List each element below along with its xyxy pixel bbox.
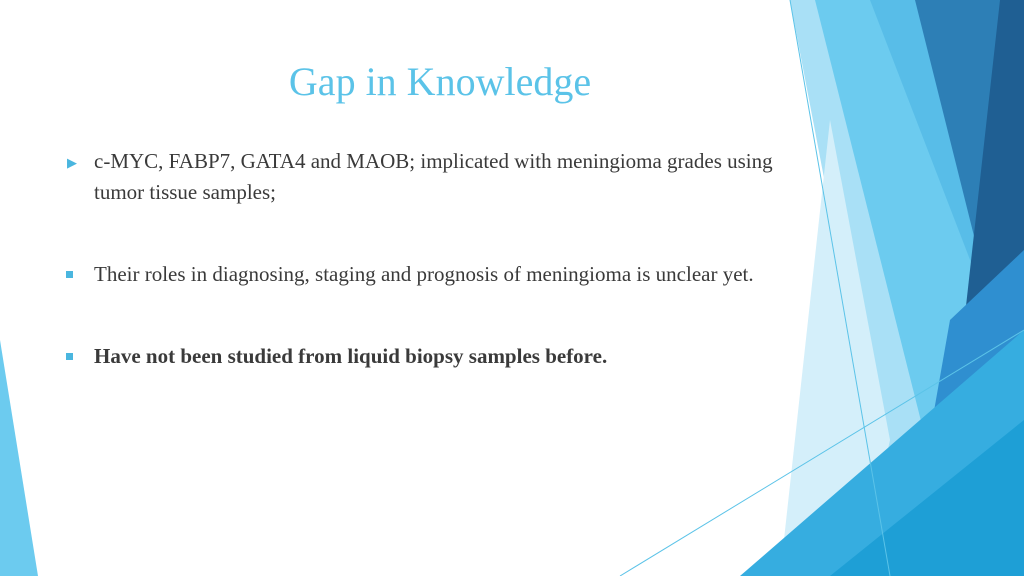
bullet-text: c-MYC, FABP7, GATA4 and MAOB; implicated with meningioma grades using tumor tissue samples; [94,149,773,204]
left-edge-shape [0,340,38,576]
square-bullet-icon [66,353,73,360]
bullet-item-3 [64,341,794,372]
bullet-item-2 [64,259,794,290]
bullet-list [64,146,794,372]
bullet-text: Have not been studied from liquid biopsy samples before. [94,344,608,368]
bullet-item-1 [64,146,794,208]
bullet-text: Their roles in diagnosing, staging and prognosis of meningioma is unclear yet. [94,262,754,286]
square-bullet-icon [66,271,73,278]
slide-title: Gap in Knowledge [288,59,592,104]
arrow-right-icon: ▶ [67,155,77,170]
